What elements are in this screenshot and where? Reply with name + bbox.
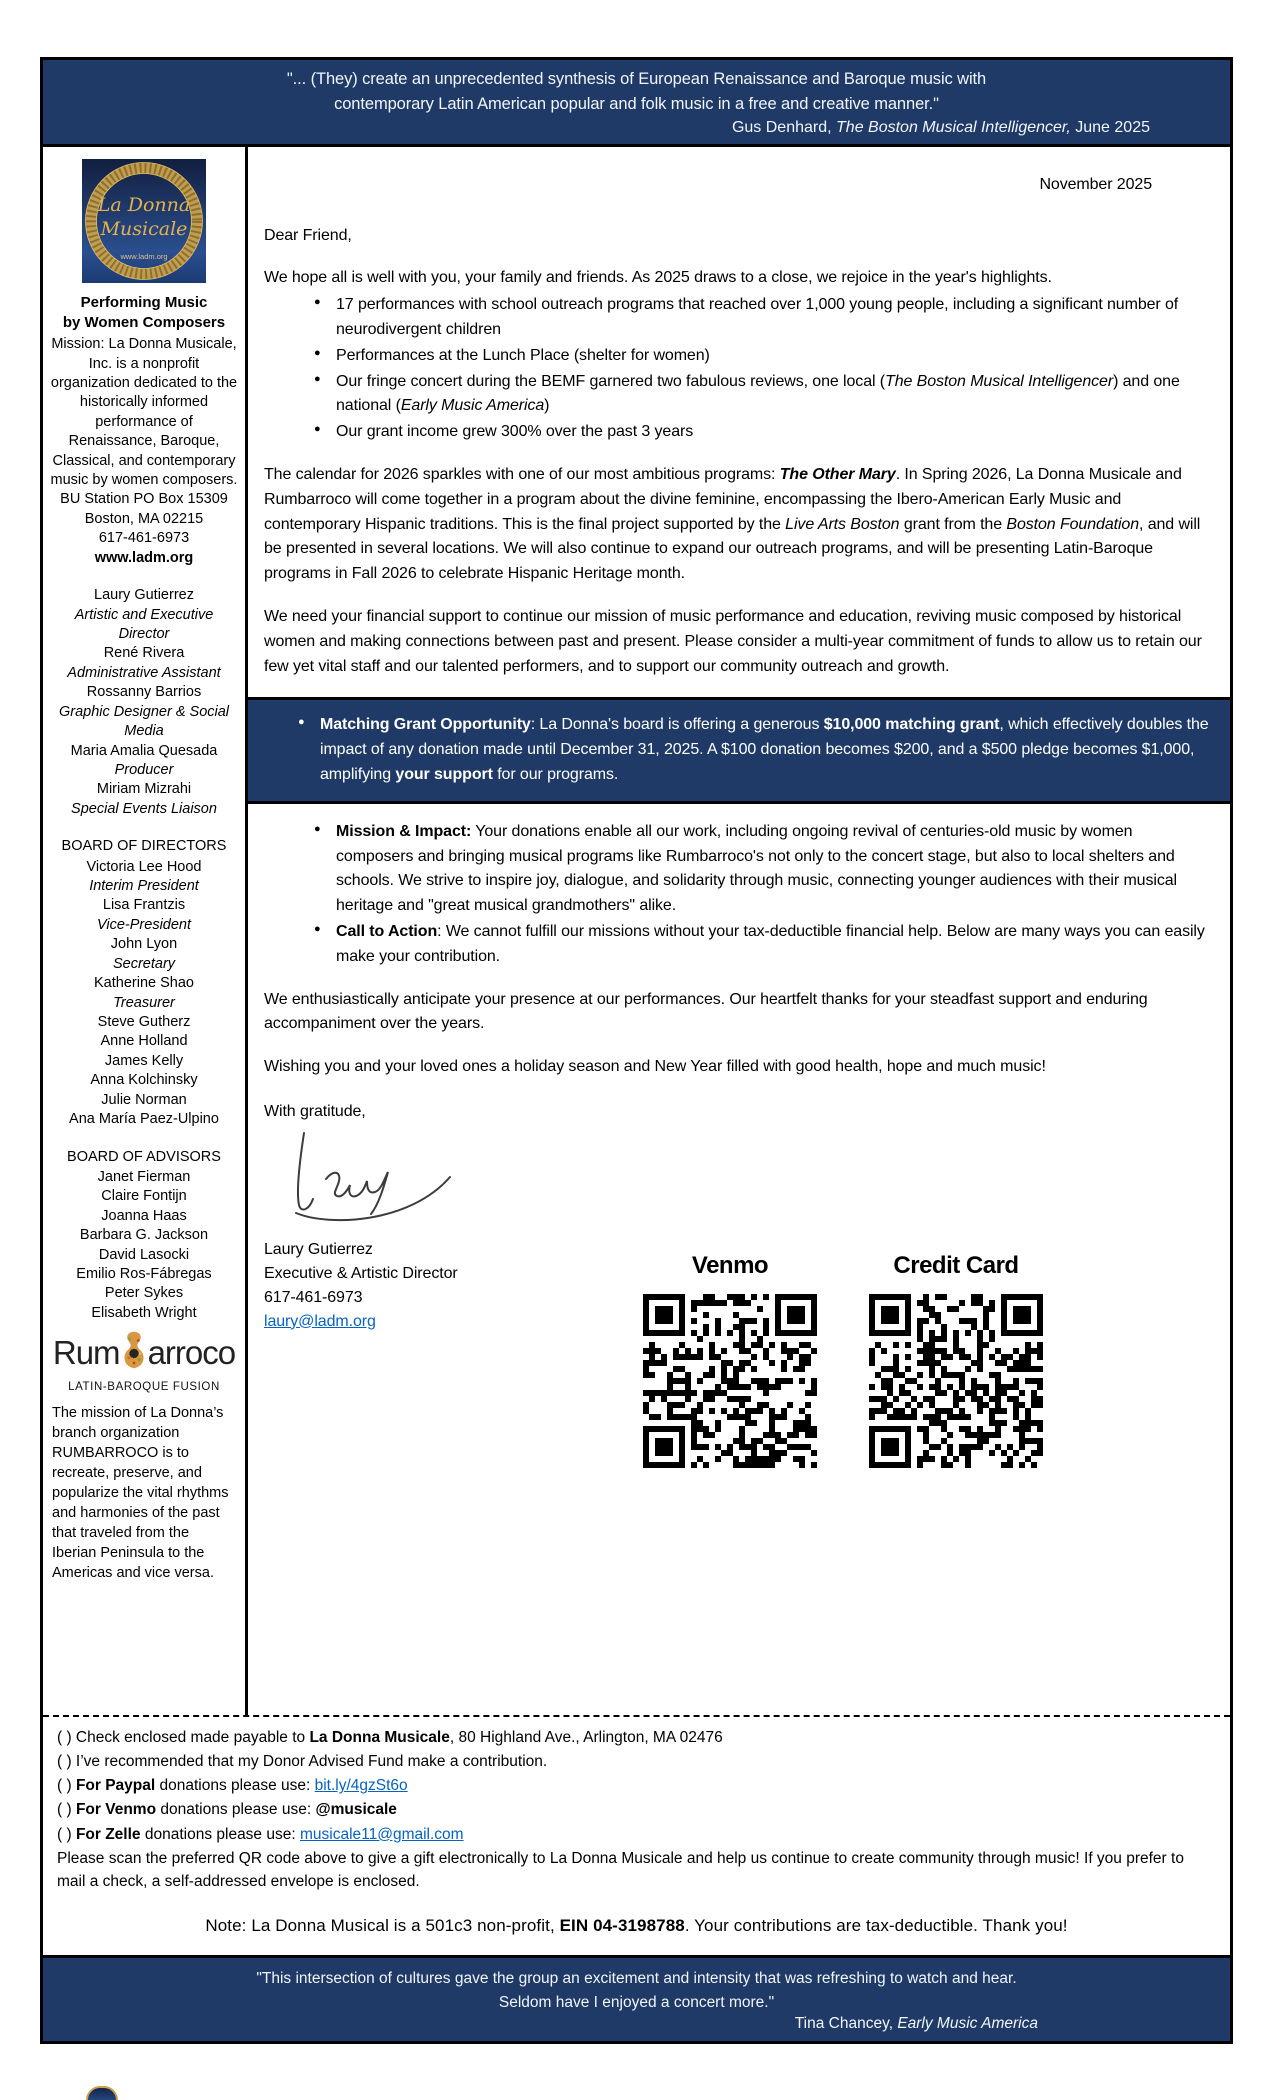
closing: With gratitude, xyxy=(264,1103,366,1120)
logo-text-line2: Musicale xyxy=(100,217,188,240)
staff-name: Miriam Mizrahi xyxy=(96,781,192,798)
board-directors-heading: BOARD OF DIRECTORS xyxy=(61,838,227,855)
board-member-name: Steve Gutherz xyxy=(97,1014,191,1030)
sidebar-mission: Mission: La Donna Musicale, Inc. is a nonprofit organization dedicated to the historically informed performance of Renaissance, Baroque, Classical, and contemporary music by women composers. xyxy=(50,336,238,489)
advisor-name: Claire Fontijn xyxy=(101,1188,187,1205)
nonprofit-note: Note: La Donna Musical is a 501c3 non-profit, EIN 04-3198788. Your contributions are tax-deductible. Thank you! xyxy=(205,1916,1068,1936)
credit-card-qr-item xyxy=(869,1247,1043,1468)
board-member-name: Ana María Paez-Ulpino xyxy=(69,1111,219,1128)
board-member-name: James Kelly xyxy=(104,1052,184,1069)
board-member xyxy=(50,896,238,935)
board-member-name: Julie Norman xyxy=(101,1091,187,1108)
header-quote-line1: "... (They) create an unprecedented synthesis of European Renaissance and Baroque music with xyxy=(286,70,987,88)
logo-url: www.ladm.org xyxy=(120,251,168,261)
rumbarroco-logo xyxy=(50,1329,238,1377)
advisor-name: Peter Sykes xyxy=(104,1285,184,1302)
staff-name: Laury Gutierrez xyxy=(94,587,194,604)
footer-quote-line1: "This intersection of cultures gave the group an excitement and intensity that was refreshing to watch and hear. xyxy=(256,1969,1017,1987)
paragraph-1: We hope all is well with you, your family and friends. As 2025 draws to a close, we rejoice in the year's highlights. xyxy=(264,269,1052,287)
staff-name: René Rivera xyxy=(103,645,185,662)
letter-body xyxy=(248,147,1230,1715)
advisor-name: Joanna Haas xyxy=(101,1207,187,1224)
signer-name: Laury Gutierrez xyxy=(264,1240,373,1258)
board-advisors-list xyxy=(50,1168,238,1323)
rumbarroco-subtitle: LATIN-BAROQUE FUSION xyxy=(68,1380,220,1393)
staff-title: Special Events Liaison xyxy=(71,800,217,817)
staff-title: Artistic and Executive Director xyxy=(74,606,214,642)
advisor-name: Emilio Ros-Fábregas xyxy=(76,1266,212,1283)
board-member xyxy=(50,1091,238,1110)
advisor-name: David Lasocki xyxy=(98,1246,190,1263)
attribution-source: The Boston Musical Intelligencer, xyxy=(836,118,1071,136)
header-quote-line2: contemporary Latin American popular and folk music in a free and creative manner." xyxy=(334,94,939,113)
board-member-title: Vice-President xyxy=(96,916,192,933)
rumbarroco-logo-text-left: Rum xyxy=(52,1334,120,1372)
attribution-source: Early Music America xyxy=(897,2015,1038,2032)
board-directors-list xyxy=(50,858,238,1130)
qr-codes-block xyxy=(643,1247,1043,1468)
signer-phone: 617-461-6973 xyxy=(264,1288,363,1306)
bullet-item: ● 17 performances with school outreach programs that reached over 1,000 young people, including a significant number of neurodivergent children xyxy=(264,293,1214,343)
link[interactable]: bit.ly/4gzSt6o xyxy=(314,1777,408,1795)
staff-member xyxy=(50,780,238,819)
donation-option-daf: ( ) I’ve recommended that my Donor Advised Fund make a contribution. xyxy=(57,1752,548,1770)
bullet-item: ● Our grant income grew 300% over the past 3 years xyxy=(264,420,1214,445)
donation-option-venmo: ( ) For Venmo donations please use: @musicale xyxy=(57,1801,397,1819)
staff-name: Maria Amalia Quesada xyxy=(70,742,218,759)
signer-title: Executive & Artistic Director xyxy=(264,1264,458,1282)
attribution-date: June 2025 xyxy=(1070,118,1150,136)
sidebar-tagline-line1: Performing Music xyxy=(80,293,208,311)
staff-member xyxy=(50,644,238,683)
letter-page xyxy=(40,57,1233,2044)
footer-quote-line2: Seldom have I enjoyed a concert more." xyxy=(498,1993,775,2011)
impact-list xyxy=(264,820,1214,970)
sidebar-phone: 617-461-6973 xyxy=(98,530,190,547)
advisor-name: Elisabeth Wright xyxy=(91,1304,197,1321)
board-member-name: Victoria Lee Hood xyxy=(86,858,202,875)
guitar-icon xyxy=(121,1329,147,1377)
board-member xyxy=(50,1052,238,1071)
footer-quote-banner xyxy=(43,1955,1230,2041)
signer-email-link[interactable]: laury@ladm.org xyxy=(264,1312,376,1330)
board-member xyxy=(50,935,238,974)
board-member-title: Interim President xyxy=(89,878,199,895)
bullet-item: ● Call to Action: We cannot fulfill our missions without your tax-deductible financial help. Below are many ways you can easily make your contribution. xyxy=(264,920,1214,970)
staff-list xyxy=(50,586,238,819)
donation-qr-instruction: Please scan the preferred QR code above to give a gift electronically to La Donna Musicale and help us continue to create community through music! If you prefer to mail a check, a self-addressed envelope is enclosed. xyxy=(57,1849,1184,1891)
venmo-qr-item xyxy=(643,1247,817,1468)
board-advisors-heading: BOARD OF ADVISORS xyxy=(67,1148,221,1165)
credit-card-qr-code xyxy=(869,1294,1043,1468)
rumbarroco-mission: The mission of La Donna’s branch organization RUMBARROCO is to recreate, preserve, and popularize the vital rhythms and harmonies of the past that traveled from the Iberian Peninsula to the Americas and vice versa. xyxy=(52,1405,229,1582)
logo-text-line1: La Donna xyxy=(97,193,191,216)
rumbarroco-logo-text-right: arroco xyxy=(147,1334,236,1372)
sidebar xyxy=(43,147,248,1715)
board-member-name: Anna Kolchinsky xyxy=(90,1072,198,1089)
board-member-title: Secretary xyxy=(112,955,176,972)
board-member xyxy=(50,1032,238,1051)
donation-option-check: ( ) Check enclosed made payable to La Donna Musicale, 80 Highland Ave., Arlington, MA 02476 xyxy=(57,1728,723,1746)
sidebar-address-line2: Boston, MA 02215 xyxy=(84,510,204,527)
la-donna-musicale-logo xyxy=(82,159,206,283)
sidebar-address-line1: BU Station PO Box 15309 xyxy=(60,491,228,508)
paragraph-4: We enthusiastically anticipate your presence at our performances. Our heartfelt thanks for your steadfast support and enduring accompaniment over the years. xyxy=(264,990,1148,1033)
attribution-name: Tina Chancey, xyxy=(794,2015,898,2032)
bullet-item: ● Our fringe concert during the BEMF garnered two fabulous reviews, one local (The Boston Musical Intelligencer) and one national (Early Music America) xyxy=(264,370,1214,420)
donation-option-paypal: ( ) For Paypal donations please use: bit.ly/4gzSt6o xyxy=(57,1777,408,1795)
sidebar-website[interactable]: www.ladm.org xyxy=(94,549,194,566)
handwritten-signature xyxy=(270,1129,1214,1238)
matching-grant-bullet: ● Matching Grant Opportunity: La Donna's board is offering a generous $10,000 matching grant, which effectively doubles the impact of any donation made until December 31, 2025. A $100 donation becomes $200, and a $500 pledge becomes $1,000, amplifying your support for our programs. xyxy=(248,713,1210,787)
board-member xyxy=(50,858,238,897)
board-member xyxy=(50,1071,238,1090)
letter-date: November 2025 xyxy=(1039,175,1152,193)
staff-member xyxy=(50,742,238,781)
next-page-logo-fragment xyxy=(86,2086,118,2100)
paragraph-3: We need your financial support to continue our mission of music performance and education, reviving music composed by historical women and making connections between past and present. Please consider a multi-year commitment of funds to allow us to retain our few yet vital staff and our talented performers, and to support our community outreach and growth. xyxy=(264,608,1202,675)
donation-options-section xyxy=(43,1715,1230,1955)
matching-grant-box xyxy=(248,697,1230,803)
attribution-name: Gus Denhard, xyxy=(731,118,837,136)
venmo-qr-code xyxy=(643,1294,817,1468)
staff-title: Administrative Assistant xyxy=(67,664,221,681)
salutation: Dear Friend, xyxy=(264,226,352,244)
credit-card-label: Credit Card xyxy=(893,1251,1019,1279)
board-member xyxy=(50,974,238,1013)
board-member-title: Treasurer xyxy=(113,994,175,1011)
donation-option-zelle: ( ) For Zelle donations please use: musicale11@gmail.com xyxy=(57,1825,464,1843)
sidebar-tagline-line2: by Women Composers xyxy=(62,313,226,331)
staff-title: Producer xyxy=(114,761,174,778)
link[interactable]: musicale11@gmail.com xyxy=(299,1825,464,1843)
staff-member xyxy=(50,586,238,644)
bullet-item: ● Performances at the Lunch Place (shelter for women) xyxy=(264,344,1214,369)
bullet-item: ● Mission & Impact: Your donations enable all our work, including ongoing revival of centuries-old music by women composers and bringing musical programs like Rumbarroco's not only to the concert stage, but also to local shelters and schools. We strive to inspire joy, dialogue, and solidarity through music, connecting younger audiences with their musical heritage and "great musical grandmothers" alike. xyxy=(264,820,1214,919)
header-quote-attribution xyxy=(61,117,1212,139)
board-member-name: Anne Holland xyxy=(100,1033,188,1050)
board-member xyxy=(50,1110,238,1129)
advisor-name: Barbara G. Jackson xyxy=(79,1227,209,1244)
board-member-name: John Lyon xyxy=(110,936,178,953)
advisor-name: Janet Fierman xyxy=(97,1168,191,1185)
staff-title: Graphic Designer & Social Media xyxy=(58,703,230,740)
board-member xyxy=(50,1013,238,1032)
venmo-label: Venmo xyxy=(691,1251,769,1279)
paragraph-2: The calendar for 2026 sparkles with one of our most ambitious programs: The Other Mary. In Spring 2026, La Donna Musicale and Rumbarroco will come together in a program about the divine feminine, encompassing the Ibero-American Early Music and contemporary Hispanic traditions. This is the final project supported by the Live Arts Boston grant from the Boston Foundation, and will be presented in several locations. We will also continue to expand our outreach programs, and will be presenting Latin-Baroque programs in Fall 2026 to celebrate Hispanic Heritage month. xyxy=(264,466,1201,583)
staff-name: Rossanny Barrios xyxy=(86,684,202,701)
staff-member xyxy=(50,683,238,741)
paragraph-5: Wishing you and your loved ones a holiday season and New Year filled with good health, hope and much music! xyxy=(264,1058,1046,1076)
board-member-name: Lisa Frantzis xyxy=(102,897,186,914)
highlights-list xyxy=(264,293,1214,445)
footer-quote-attribution xyxy=(63,2015,1210,2033)
header-quote-banner xyxy=(43,60,1230,147)
board-member-name: Katherine Shao xyxy=(94,975,194,992)
